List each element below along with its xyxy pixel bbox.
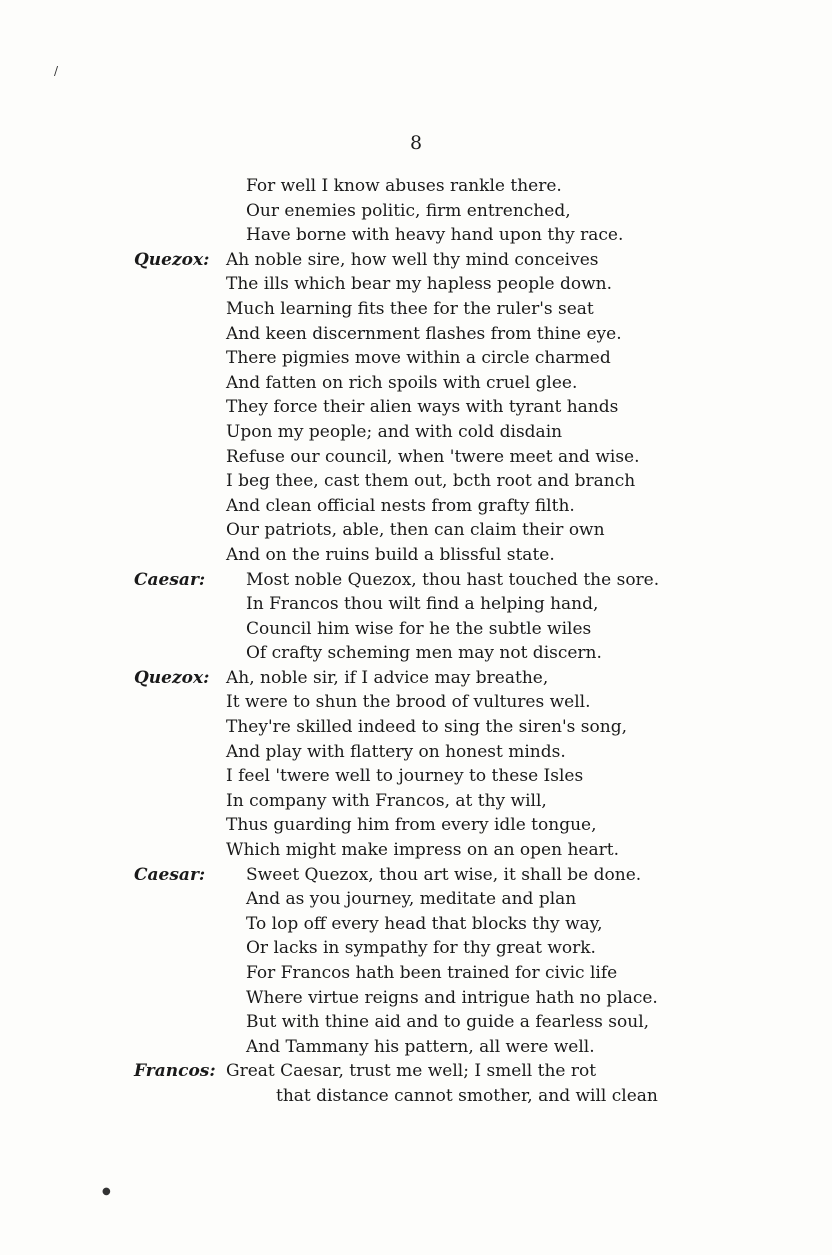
verse-line — [0, 961, 832, 986]
verse-line — [0, 863, 832, 888]
stray-mark: / — [54, 64, 59, 78]
verse-text: Which might make impress on an open heart. — [226, 840, 619, 861]
verse-line — [0, 248, 832, 273]
verse-text: Refuse our council, when 'twere meet and wise. — [226, 446, 640, 467]
verse-line — [0, 887, 832, 912]
speaker-label: Caesar: — [134, 569, 206, 590]
page-number: 8 — [409, 132, 423, 154]
verse-text: And on the ruins build a blissful state. — [226, 544, 555, 565]
speaker-label: Quezox: — [134, 667, 210, 688]
verse-text: Of crafty scheming men may not discern. — [246, 643, 602, 664]
verse-text: Our patriots, able, then can claim their own — [226, 520, 605, 541]
verse-line — [0, 592, 832, 617]
verse-text: Our enemies politic, firm entrenched, — [246, 200, 571, 221]
verse-text: that distance cannot smother, and will clean — [276, 1085, 658, 1106]
verse-line — [0, 986, 832, 1011]
verse-line — [0, 1010, 832, 1035]
speaker-label: Francos: — [134, 1061, 216, 1082]
verse-text: I feel 'twere well to journey to these Isles — [226, 766, 584, 787]
verse-text: The ills which bear my hapless people down. — [226, 274, 613, 295]
verse-text: Much learning fits thee for the ruler's seat — [226, 298, 594, 319]
verse-line — [0, 469, 832, 494]
verse-line — [0, 199, 832, 224]
verse-line — [0, 641, 832, 666]
verse-line — [0, 1035, 832, 1060]
stray-mark: ● — [102, 1186, 111, 1197]
verse-line — [0, 322, 832, 347]
verse-line — [0, 666, 832, 691]
verse-block — [0, 174, 832, 1109]
verse-text: In Francos thou wilt find a helping hand, — [246, 594, 599, 615]
verse-line — [0, 789, 832, 814]
verse-text: Ah, noble sir, if I advice may breathe, — [226, 667, 549, 688]
verse-text: Great Caesar, trust me well; I smell the rot — [226, 1061, 597, 1082]
verse-text: And Tammany his pattern, all were well. — [246, 1036, 595, 1057]
verse-text: For Francos hath been trained for civic life — [246, 963, 618, 983]
verse-line — [0, 174, 832, 199]
verse-line — [0, 543, 832, 568]
verse-text: Have borne with heavy hand upon thy race. — [246, 225, 624, 246]
verse-text: Most noble Quezox, thou hast touched the sore. — [246, 569, 660, 590]
verse-line — [0, 518, 832, 543]
verse-line — [0, 936, 832, 961]
verse-text: And clean official nests from grafty filth. — [226, 495, 575, 516]
verse-line — [0, 617, 832, 642]
verse-line — [0, 494, 832, 519]
verse-text: They're skilled indeed to sing the siren's song, — [226, 717, 627, 738]
verse-line — [0, 1084, 832, 1109]
verse-line — [0, 568, 832, 593]
verse-line — [0, 272, 832, 297]
verse-line — [0, 346, 832, 371]
verse-text: They force their alien ways with tyrant hands — [226, 397, 619, 418]
verse-text: It were to shun the brood of vultures well. — [226, 692, 591, 713]
verse-line — [0, 690, 832, 715]
verse-line — [0, 715, 832, 740]
verse-line — [0, 838, 832, 863]
verse-line — [0, 223, 832, 248]
verse-line — [0, 1059, 832, 1084]
verse-text: Where virtue reigns and intrigue hath no place. — [246, 987, 658, 1008]
verse-text: To lop off every head that blocks thy way, — [246, 913, 603, 934]
verse-text: And fatten on rich spoils with cruel glee. — [226, 372, 578, 393]
verse-text: And keen discernment flashes from thine eye. — [226, 323, 622, 344]
verse-text: And play with flattery on honest minds. — [226, 741, 566, 762]
verse-text: Ah noble sire, how well thy mind conceives — [226, 249, 599, 270]
verse-text: And as you journey, meditate and plan — [246, 889, 577, 910]
verse-text: I beg thee, cast them out, bcth root and branch — [226, 471, 636, 492]
verse-text: In company with Francos, at thy will, — [226, 790, 547, 811]
verse-text: Or lacks in sympathy for thy great work. — [246, 938, 596, 959]
verse-line — [0, 297, 832, 322]
verse-line — [0, 420, 832, 445]
verse-text: There pigmies move within a circle charmed — [226, 348, 611, 369]
verse-text: Upon my people; and with cold disdain — [226, 421, 563, 442]
verse-text: Council him wise for he the subtle wiles — [246, 618, 592, 639]
verse-text: For well I know abuses rankle there. — [246, 176, 562, 196]
verse-text: Thus guarding him from every idle tongue, — [226, 815, 597, 836]
verse-text: But with thine aid and to guide a fearless soul, — [246, 1012, 650, 1033]
verse-line — [0, 445, 832, 470]
verse-line — [0, 813, 832, 838]
verse-line — [0, 395, 832, 420]
speaker-label: Caesar: — [134, 864, 206, 885]
verse-line — [0, 912, 832, 937]
verse-line — [0, 371, 832, 396]
speaker-label: Quezox: — [134, 249, 210, 270]
verse-text: Sweet Quezox, thou art wise, it shall be done. — [246, 864, 642, 885]
verse-line — [0, 764, 832, 789]
verse-line — [0, 740, 832, 765]
